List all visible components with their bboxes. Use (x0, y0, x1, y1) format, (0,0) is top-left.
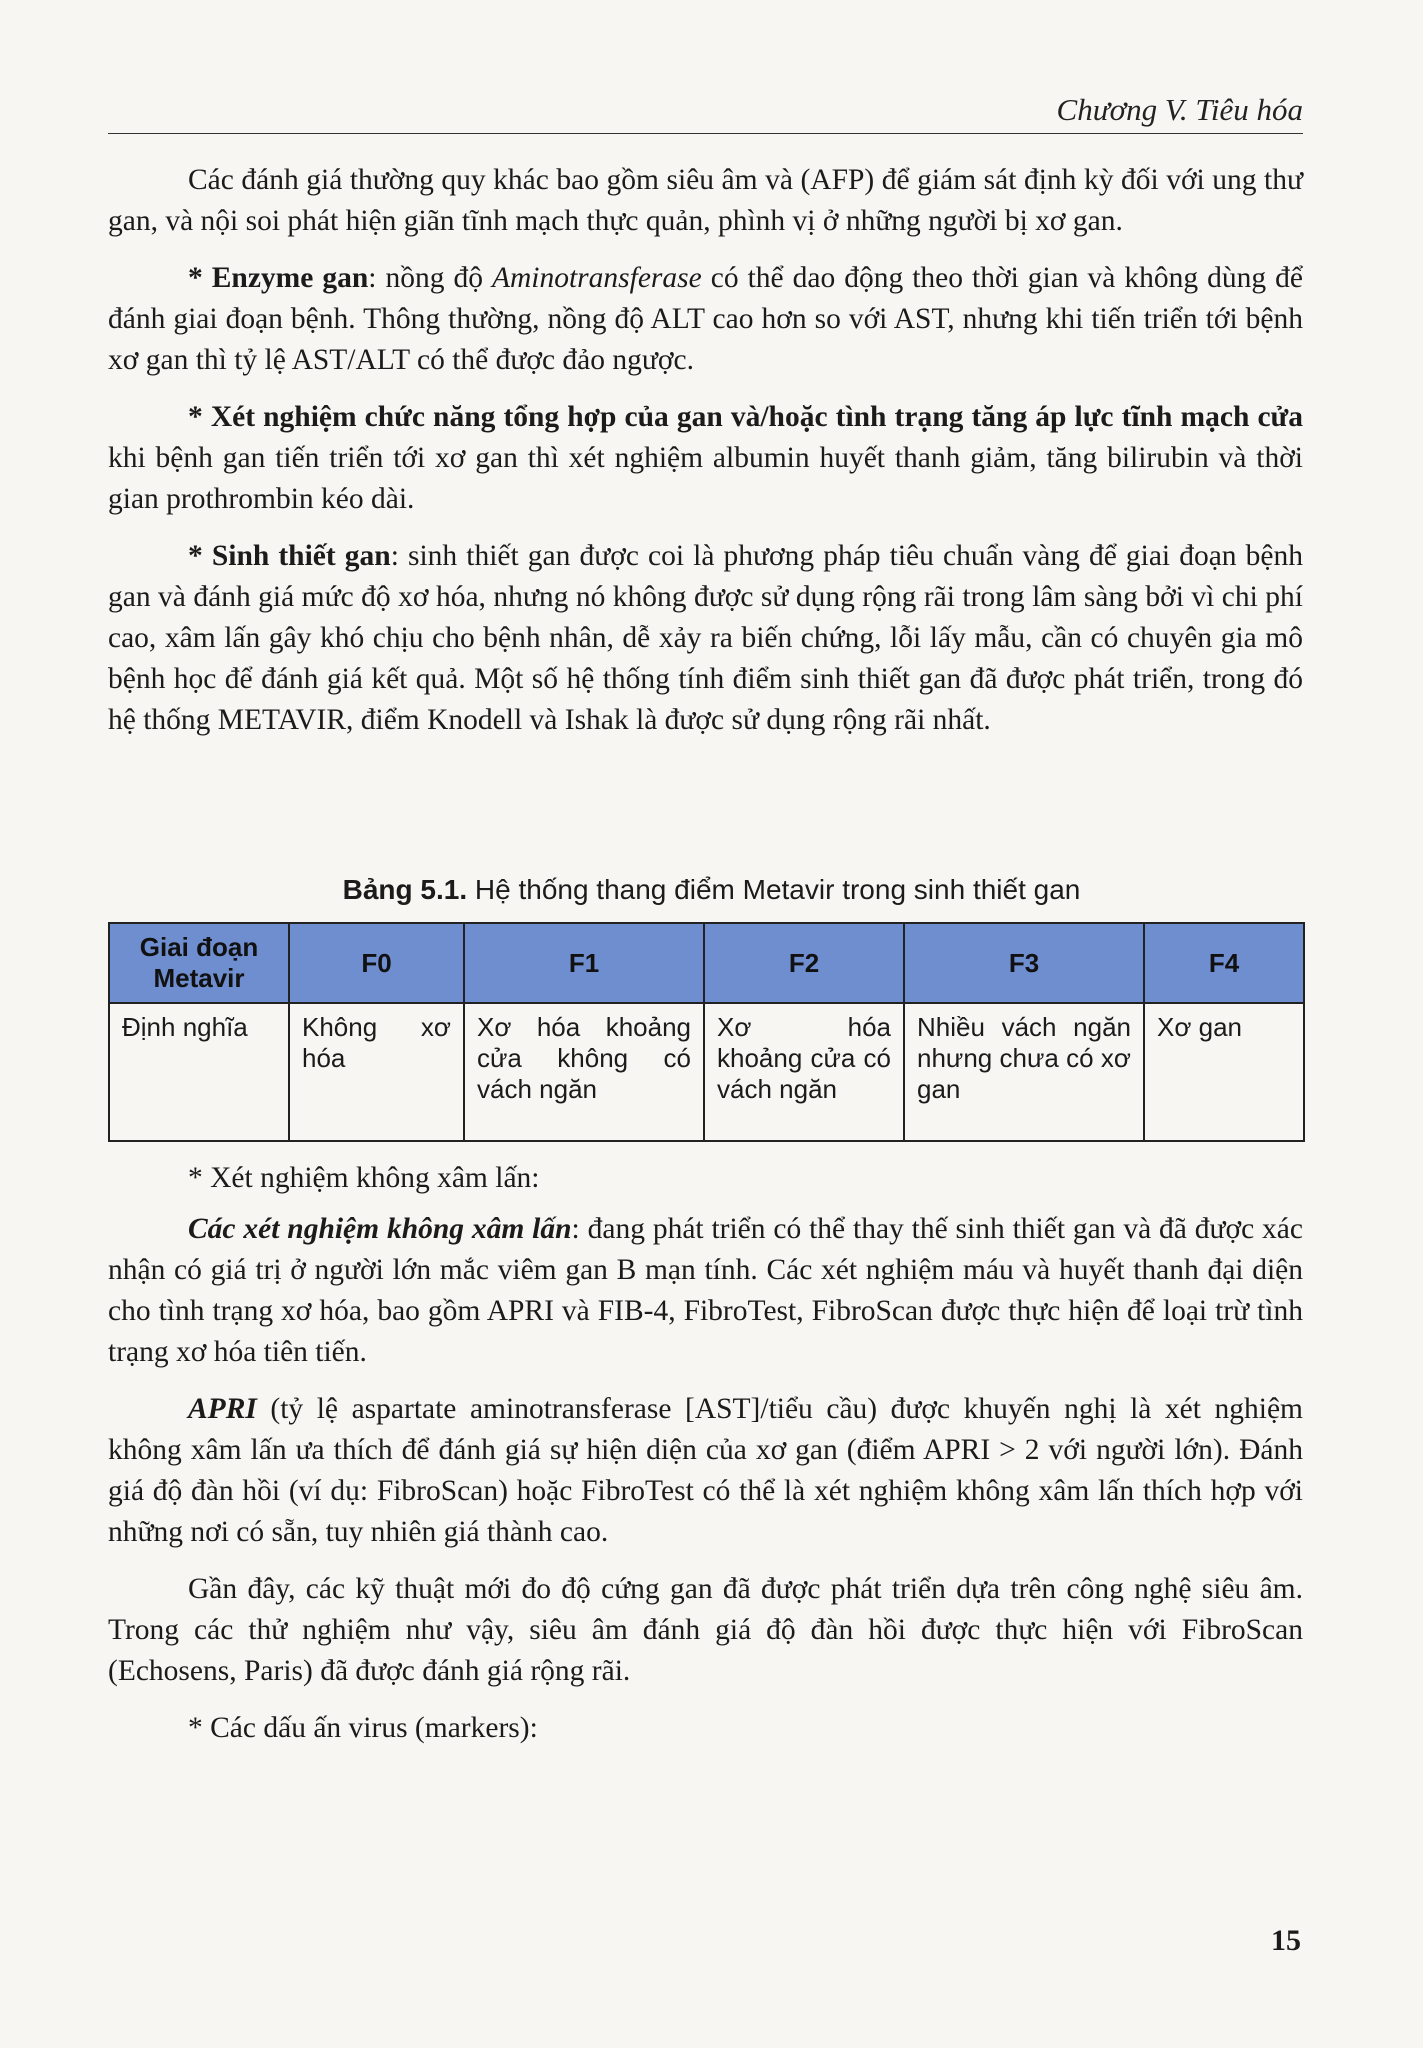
apri-text: (tỷ lệ aspartate aminotransferase [AST]/tiểu cầu) được khuyến nghị là xét nghiệm không xâm lấn ưa thích để đánh giá sự hiện diện của xơ gan (điểm APRI > 2 với người lớn). Đánh giá độ đàn hồi (ví dụ: FibroScan) hoặc FibroTest có thể là xét nghiệm không xâm lấn thích hợp với những nơi có sẵn, tuy nhiên giá thành cao. (108, 1393, 1303, 1548)
body-text-top (108, 160, 1303, 757)
body-text-bottom (108, 1158, 1303, 1765)
aminotransferase-term: Aminotransferase (491, 262, 702, 294)
page-number: 15 (1271, 1924, 1301, 1957)
cell-f1: Xơ hóa khoảng cửa không có vách ngăn (464, 1003, 704, 1141)
cell-definition-label: Định nghĩa (109, 1003, 289, 1141)
table-caption-label: Bảng 5.1. (342, 874, 468, 905)
paragraph-synthetic-function (108, 397, 1303, 520)
chapter-header: Chương V. Tiêu hóa (1056, 92, 1303, 127)
header-rule (108, 133, 1303, 134)
liver-enzymes-text-a: : nồng độ (368, 262, 492, 294)
paragraph-liver-biopsy (108, 536, 1303, 741)
apri-lead: APRI (188, 1393, 257, 1425)
cell-f2: Xơ hóa khoảng cửa có vách ngăn (704, 1003, 904, 1141)
paragraph-viral-markers: * Các dấu ấn virus (markers): (188, 1712, 538, 1744)
paragraph-noninvasive-heading: * Xét nghiệm không xâm lấn: (188, 1162, 540, 1194)
noninvasive-tests-lead: Các xét nghiệm không xâm lấn (188, 1213, 572, 1245)
paragraph-noninvasive-tests (108, 1209, 1303, 1373)
synthetic-function-lead: * Xét nghiệm chức năng tổng hợp của gan và/hoặc tình trạng tăng áp lực tĩnh mạch cửa (188, 401, 1303, 433)
header-cell-f1: F1 (464, 923, 704, 1003)
table-caption-text: Hệ thống thang điểm Metavir trong sinh thiết gan (467, 874, 1081, 905)
liver-enzymes-lead: * Enzyme gan (188, 262, 369, 294)
paragraph-apri (108, 1389, 1303, 1553)
cell-f4: Xơ gan (1144, 1003, 1304, 1141)
synthetic-function-text: khi bệnh gan tiến triển tới xơ gan thì xét nghiệm albumin huyết thanh giảm, tăng bilirubin và thời gian prothrombin kéo dài. (108, 442, 1303, 515)
table-row (109, 1003, 1304, 1141)
cell-f0: Không xơ hóa (289, 1003, 464, 1141)
paragraph-routine-assessment: Các đánh giá thường quy khác bao gồm siêu âm và (AFP) để giám sát định kỳ đối với ung thư gan, và nội soi phát hiện giãn tĩnh mạch thực quản, phình vị ở những người bị xơ gan. (108, 164, 1303, 237)
cell-f3: Nhiều vách ngăn nhưng chưa có xơ gan (904, 1003, 1144, 1141)
paragraph-liver-enzymes (108, 258, 1303, 381)
noninvasive-tests-text: : đang phát triển có thể thay thế sinh thiết gan và đã được xác nhận có giá trị ở người lớn mắc viêm gan B mạn tính. Các xét nghiệm máu và huyết thanh đại diện cho tình trạng xơ hóa, bao gồm APRI và FIB-4, FibroTest, FibroScan được thực hiện để loại trừ tình trạng xơ hóa tiên tiến. (108, 1213, 1303, 1368)
liver-biopsy-text: : sinh thiết gan được coi là phương pháp tiêu chuẩn vàng để giai đoạn bệnh gan và đánh giá mức độ xơ hóa, nhưng nó không được sử dụng rộng rãi trong lâm sàng bởi vì chi phí cao, xâm lấn gây khó chịu cho bệnh nhân, dễ xảy ra biến chứng, lỗi lấy mẫu, cần có chuyên gia mô bệnh học để đánh giá kết quả. Một số hệ thống tính điểm sinh thiết gan đã được phát triển, trong đó hệ thống METAVIR, điểm Knodell và Ishak là được sử dụng rộng rãi nhất. (108, 540, 1303, 736)
header-cell-f0: F0 (289, 923, 464, 1003)
metavir-table (108, 922, 1305, 1142)
liver-biopsy-lead: * Sinh thiết gan (188, 540, 391, 572)
paragraph-elastography: Gần đây, các kỹ thuật mới đo độ cứng gan đã được phát triển dựa trên công nghệ siêu âm. Trong các thử nghiệm như vậy, siêu âm đánh giá độ đàn hồi được thực hiện với FibroScan (Echosens, Paris) đã được đánh giá rộng rãi. (108, 1573, 1303, 1687)
liver-enzymes-text-b: có thể dao động theo thời gian và không dùng để đánh giai đoạn bệnh. Thông thường, nồng độ ALT cao hơn so với AST, nhưng khi tiến triển tới bệnh xơ gan thì tỷ lệ AST/ALT có thể được đảo ngược. (108, 262, 1303, 376)
header-cell-stage: Giai đoạn Metavir (109, 923, 289, 1003)
table-caption (0, 874, 1423, 906)
table-header-row (109, 923, 1304, 1003)
header-cell-f3: F3 (904, 923, 1144, 1003)
header-cell-f4: F4 (1144, 923, 1304, 1003)
header-cell-f2: F2 (704, 923, 904, 1003)
